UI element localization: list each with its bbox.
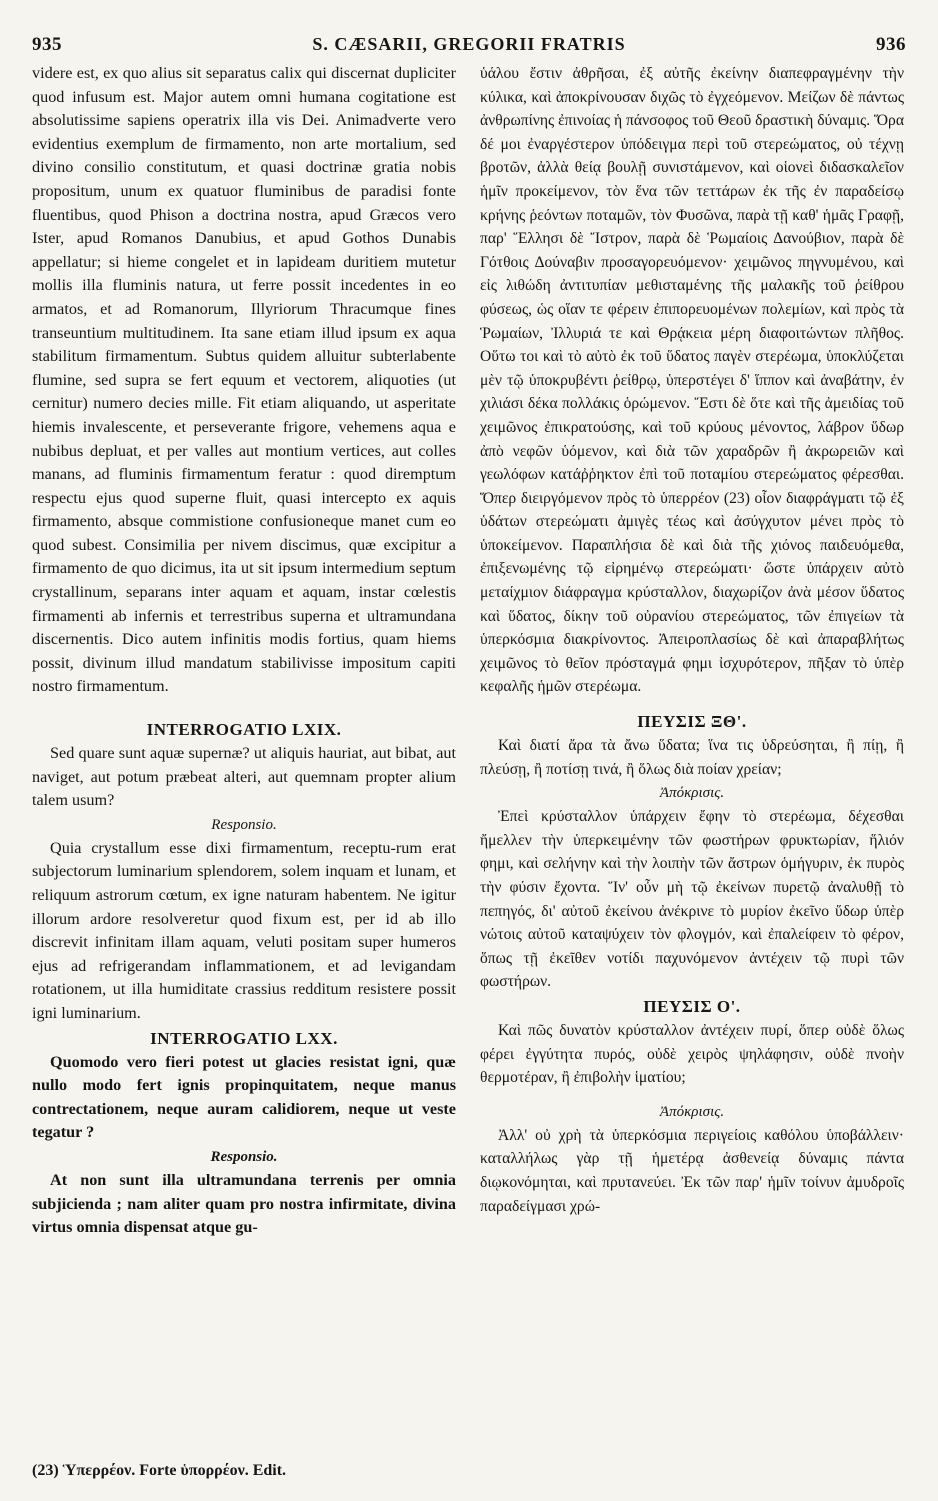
greek-question-69: Καὶ διατί ἄρα τὰ ἄνω ὕδατα; ἵνα τις ὑδρεύσηται, ἢ πίῃ, ἢ πλεύσῃ, ἢ ποτίσῃ τινά, ἢ ὅλως διὰ ποίαν χρείαν; (480, 737, 904, 778)
footnote: (23) Ὑπερρέον. Forte ὑπορρέον. Edit. (32, 1462, 287, 1479)
latin-response-lxix: Quia crystallum esse dixi firmamentum, receptu-rum erat subjectorum luminarium splendorem, solem inquam et lunam, et reliquum astrorum cœtum, ex igne naturam habentem. Ne igitur illorum ardore resolveretur quod fixum est, per id ab illo discrevit infinitam illam aquam, veluti positam super humeros ejus ad refrigerandam inflammationem, et ad levigandam rotationem, ut illa humiditate crassius redditum resistere possit igni luminarium. (32, 838, 456, 1022)
latin-question-lxix: Sed quare sunt aquæ supernæ? ut aliquis hauriat, aut bibat, aut naviget, aut potum præbeat alteri, aut quemnam propter alium talem usum? (32, 744, 456, 810)
greek-response-label: Ἀπόκρισις. (659, 785, 725, 802)
greek-heading-69: ΠΕΥΣΙΣ ΞΘ'. (637, 712, 747, 732)
latin-response-lxx: At non sunt illa ultramundana terrenis per omnia subjicienda ; nam aliter quam pro nostra infirmitate, divina virtus omnia dispensat atque gu- (32, 1170, 456, 1237)
latin-paragraph: videre est, ex quo alius sit separatus calix qui discernat dupliciter quod infusum est. Major autem omni humana cogitatione est absolutissime sapiens operatrix illa vis Dei. Animadverte vero evidentius exemplum de firmamento, non arte mortalium, sed divino consilio constitutum, et quasi doctrinæ gratia nobis propositum, unum ex quatuor fluminibus de paradisi fonte fluentibus, quod Phison a doctrina nostra, apud Græcos vero Ister, apud Romanos Danubius, et apud Gothos Dunabis appellatur; si hieme congelet et in lapideam duritiem mutetur mollis illa fluminis natura, ut ferre possit incedentes in eo armatos, et ad Romanorum, Illyriorum Thracumque fines transeuntium multitudinem. Ita sane etiam illud ipsum ex aqua stabilitum firmamentum. Subtus quidem alluitur subterlabente flumine, sed supra se fert equum et vectorem, aliquoties (ut cernitur) numero decies mille. Fit etiam aliquando, ut asperitate hiemis invalescente, et perseverante frigore, vehemens aqua e nubibus depluat, et per valles aut montium vertices, aut colles manans, ad fluminis firmamentum feratur : quod diremptum respectu ejus quod superne fluit, quasi intercepto ex aquis firmamento, absque commistione confusioneque manet cum eo quod subest. Consimilia per nivem discimus, quæ excipitur a firmamento de quo dicimus, ita ut sit ipsum intermedium septum crystallinum, separans inter aquam et aquam, instar cœlestis firmamenti ab infernis et terrestribus superna et ultramundana discernentis. Dico autem infinitis modis fortius, quam hiems possit, divinum illud mandatum stabilivisse impositum capiti nostro firmamentum. (32, 64, 456, 696)
latin-question-lxx: Quomodo vero fieri potest ut glacies resistat igni, quæ nullo modo fert ignis propinquitatem, neque manus contrectationem, neque auram calidiorem, neque ut veste tegatur ? (32, 1052, 456, 1142)
latin-heading-lxx: INTERROGATIO LXX. (150, 1028, 338, 1048)
page-header (32, 34, 906, 60)
greek-column (480, 62, 904, 1218)
latin-response-label: Responsio. (211, 816, 277, 833)
greek-response-70: Ἀλλ' οὐ χρὴ τὰ ὑπερκόσμια περιγείοις καθόλου ὑποβάλλειν· καταλλήλως γὰρ τῇ ἡμετέρᾳ ἀσθενείᾳ δύναμις πάντα διῳκονόμηται, καὶ πρυτανεύει. Ἐκ τῶν παρ' ἡμῖν τοίνυν ἀμυδροῖς παραδείγμασι χρώ- (480, 1126, 904, 1215)
greek-response-label: Ἀπόκρισις. (659, 1103, 725, 1120)
latin-column (32, 62, 456, 1240)
greek-question-70: Καὶ πῶς δυνατὸν κρύσταλλον ἀντέχειν πυρί, ὅπερ οὐδὲ ὅλως φέρει ἐγγύτητα πυρός, οὐδὲ χειρὸς ψηλάφησιν, οὐδὲ πνοὴν θερμοτέραν, ἢ ἐπιβολὴν ἱματίου; (480, 1021, 904, 1087)
greek-response-69: Ἐπεὶ κρύσταλλον ὑπάρχειν ἔφην τὸ στερέωμα, δέχεσθαι ἤμελλεν τὴν ὑπερκειμένην τῶν φωστήρων φρυκτωρίαν, ἥλιόν φημι, καὶ σελήνην καὶ τὴν λοιπὴν τῶν ἄστρων ὁμήγυριν, ἐκ πυρὸς τὴν φύσιν ἔχοντα. Ἵν' οὖν μὴ τῷ ἐκείνων πυρετῷ ἀναλυθῇ τὸ πεπηγός, δι' αὐτοῦ ἐκείνου ἀνέκρινε τὸ μυρίον ἐκεῖνο ὕδωρ ὑπὲρ νώτοις αὐτοῦ καταψύχειν τὸν φλογμόν, καὶ ἐπαλείφειν τὸ φέρον, ὅπως τῇ ἐκεῖθεν νοτίδι παχυνόμενον ἀντέχειν τῷ πυρὶ τῶν φωστήρων. (480, 808, 904, 991)
page-number-right: 936 (875, 34, 906, 55)
page-number-left: 935 (32, 34, 62, 55)
running-title: S. CÆSARII, GREGORII FRATRIS (312, 34, 626, 54)
greek-heading-70: ΠΕΥΣΙΣ Ο'. (643, 996, 741, 1016)
latin-response-label: Responsio. (210, 1148, 278, 1165)
greek-paragraph: ὑάλου ἔστιν ἀθρῆσαι, ἐξ αὐτῆς ἐκείνην διαπεφραγμένην τὴν κύλικα, καὶ ἀποκρίνουσαν διχῶς τὸ ἐγχεόμενον. Μείζων δὲ πάντως ἀνθρωπίνης ἐπινοίας ἡ πάνσοφος τοῦ Θεοῦ δραστικὴ δύναμις. Ὅρα δέ μοι ἐναργέστερον ὑπόδειγμα περὶ τοῦ στερεώματος, οὐ τέχνῃ βροτῶν, ἀλλὰ θείᾳ βουλῇ συνιστάμενον, καὶ οἱονεὶ διδασκαλεῖον ἡμῖν προκείμενον, τὸν ἕνα τῶν τεττάρων ἐκ τῆς ἐν παραδείσῳ κρήνης ῥεόντων ποταμῶν, τὸν Φυσῶνα, παρὰ τῇ καθ' ἡμᾶς Γραφῇ, παρ' Ἕλλησι δὲ Ἴστρον, παρὰ δὲ Ῥωμαίοις Δανούβιον, παρὰ δὲ Γότθοις Δούναβιν προσαγορευόμενον· χειμῶνος πηγνυμένου, καὶ εἰς λιθώδη ἀντιτυπίαν μεθισταμένης τῆς μαλακῆς τοῦ ῥείθρου φύσεως, ὡς οἵαν τε φέρειν ἐπιπορευομένων πολεμίων, καὶ πρὸς τὰ Ῥωμαίων, Ἰλλυριά τε καὶ Θρᾴκεια μέρη διαφοιτώντων πλῆθος. Οὕτω τοι καὶ τὸ αὐτὸ ἐκ τοῦ ὕδατος παγὲν στερέωμα, ὑποκλύζεται μὲν τῷ ὑποκρυβέντι ῥείθρῳ, ὑπερστέγει δ' ἵππον καὶ ἀναβάτην, ἐν χιλιάσι δέκα πολλάκις ὁρώμενον. Ἔστι δὲ ὅτε καὶ τῆς ἀμειδίας τοῦ χειμῶνος ἐπικρατούσης, καὶ τοῦ κρύους μένοντος, λάβρον ὕδωρ ἀπὸ νεφῶν ὑόμενον, καὶ διὰ τῶν χαραδρῶν ἢ ἀκρωρειῶν καὶ γεωλόφων κατάῤῥηκτον ἐπὶ τοῦ ποταμίου στερεώματος φέρεσθαι. Ὅπερ διειργόμενον πρὸς τὸ ὑπερρέον (23) οἷον διαφράγματι τῷ ἐξ ὑδάτων στερεώματι ἀμιγὲς τέως καὶ ἀσύγχυτον μένει πρὸς τὸ ὑποκείμενον. Παραπλήσια δὲ καὶ διὰ τῆς χιόνος παιδευόμεθα, ἐπιξενωμένης τῷ εἰρημένῳ στερεώματι· ὥστε ὑπάρχειν αὐτὸ μεταίχμιον διάφραγμα κρύσταλλον, διαχωρίζον ἀνὰ μέσον ὕδατος καὶ ὕδατος, δίκην τοῦ οὐρανίου στερεώματος, τῶν ἐπιγείων τὰ ὑπερκόσμια διακρίνοντος. Ἀπειροπλασίως δὲ καὶ ἀπαραβλήτως χειμῶνος τὸ θεῖον πρόσταγμά φημι ἰσχυρότερον, πῆξαν τὸ ὑπὲρ κεφαλῆς ἡμῶν στερέωμα. (480, 65, 904, 696)
latin-heading-lxix: INTERROGATIO LXIX. (146, 720, 342, 740)
